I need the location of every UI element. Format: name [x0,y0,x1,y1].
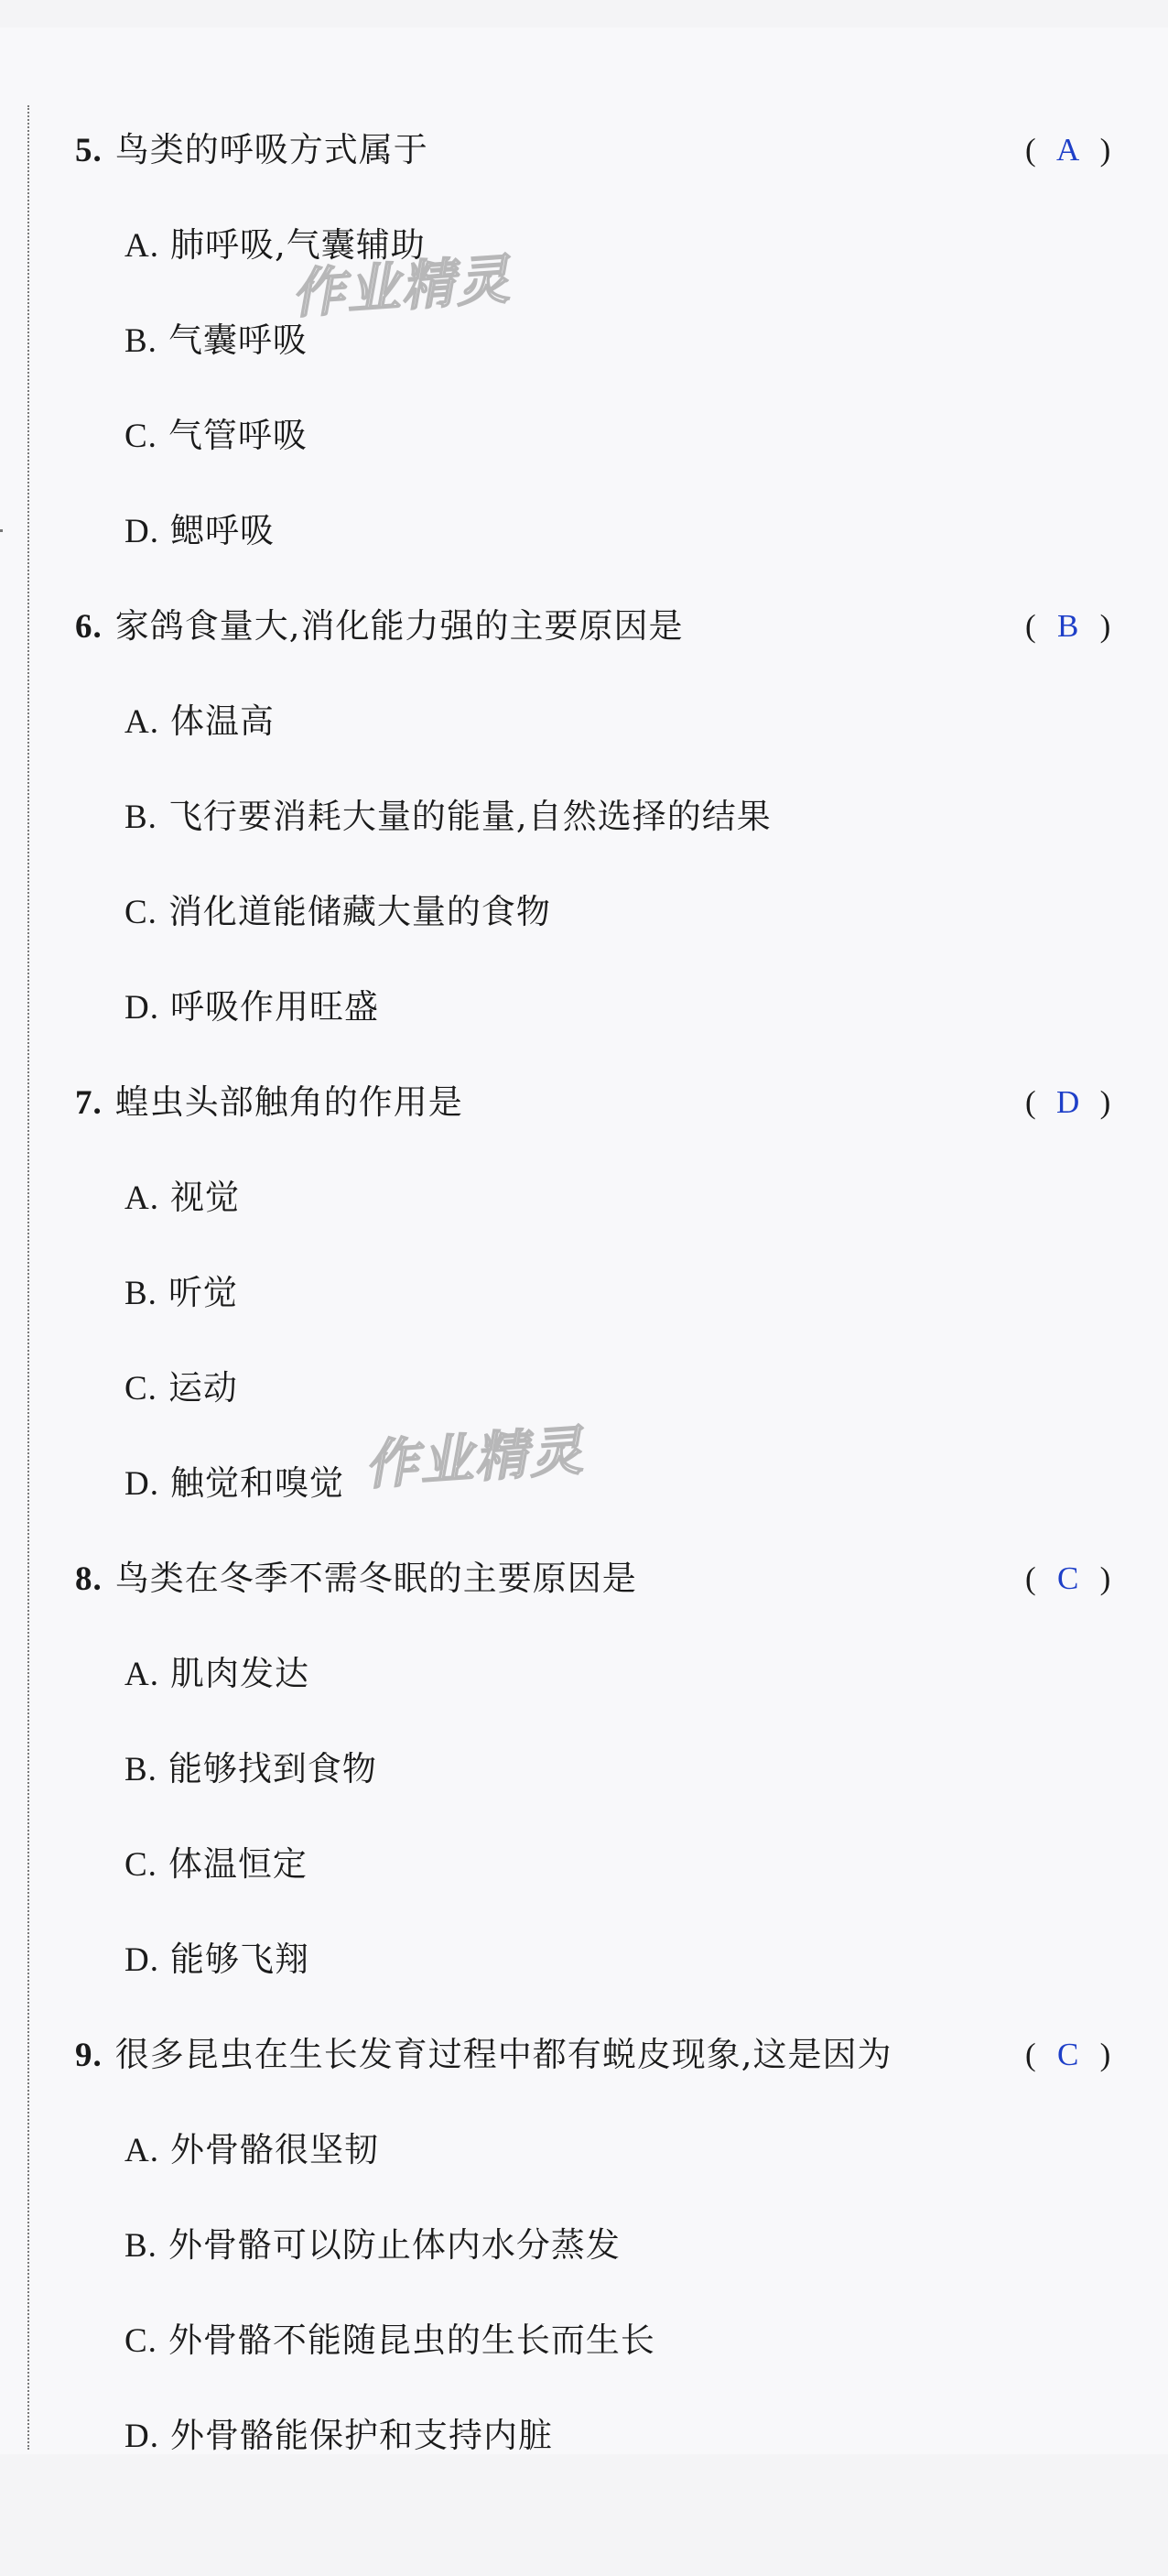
option-d [124,984,379,1031]
option-letter: A. [124,227,159,265]
option-text: 飞行要消耗大量的能量,自然选择的结果 [168,797,772,836]
bracket-close: ) [1099,608,1111,644]
answer-bracket [1025,1556,1110,1602]
option-text: 体温高 [169,701,275,741]
option-b [124,318,308,364]
option-letter: A. [124,1179,159,1217]
question-stem [75,603,684,650]
option-text: 消化道能储藏大量的食物 [168,892,551,931]
option-text: 触觉和嗅觉 [169,1463,344,1503]
question-number: 5. [75,132,103,169]
option-letter: B. [124,1275,157,1312]
option-d [124,2413,553,2460]
option-c [124,1365,238,1412]
question-number: 9. [75,2037,103,2074]
question-text: 鸟类的呼吸方式属于 [114,130,428,169]
question-stem [75,127,428,174]
option-a [124,2127,379,2174]
option-letter: D. [124,1465,159,1503]
option-text: 肌肉发达 [169,1654,309,1693]
option-letter: D. [124,989,159,1027]
option-letter: A. [124,1656,159,1693]
bracket-open: ( [1025,132,1036,168]
option-a [124,1175,240,1222]
answer-bracket [1025,2032,1110,2078]
option-b [124,1270,238,1317]
option-b [124,1746,377,1793]
option-text: 视觉 [169,1178,240,1217]
watermark-logo: 作业精灵 [362,1418,587,1497]
option-text: 气管呼吸 [168,416,308,455]
question-number: 7. [75,1084,103,1122]
bracket-close: ) [1099,2037,1111,2072]
question-stem [75,1556,637,1603]
option-letter: D. [124,1941,159,1979]
answer-bracket [1025,127,1110,173]
margin-tick [0,529,3,532]
option-text: 能够飞翔 [169,1940,309,1979]
option-letter: C. [124,1846,157,1884]
worksheet-page [0,27,1168,2454]
bracket-close: ) [1099,1084,1111,1120]
option-b [124,2223,621,2269]
question-stem [75,1080,463,1126]
option-letter: C. [124,418,157,455]
option-text: 能够找到食物 [168,1749,377,1788]
option-text: 外骨骼能保护和支持内脏 [169,2416,553,2455]
option-text: 体温恒定 [168,1844,308,1884]
question-stem [75,2032,892,2079]
bracket-open: ( [1025,608,1036,644]
option-text: 外骨骼可以防止体内水分蒸发 [168,2225,621,2265]
option-a [124,1651,309,1698]
option-letter: A. [124,2132,159,2169]
option-text: 鳃呼吸 [169,511,275,550]
question-text: 鸟类在冬季不需冬眠的主要原因是 [114,1559,637,1598]
option-text: 运动 [168,1368,238,1408]
watermark-logo: 作业精灵 [289,247,514,326]
answer-bracket [1025,603,1110,649]
question-number: 6. [75,608,103,646]
option-d [124,508,275,555]
option-b [124,794,772,841]
option-letter: C. [124,2322,157,2360]
option-text: 外骨骼不能随昆虫的生长而生长 [168,2321,655,2360]
question-text: 很多昆虫在生长发育过程中都有蜕皮现象,这是因为 [114,2035,892,2074]
option-letter: B. [124,2227,157,2265]
option-letter: C. [124,894,157,931]
option-text: 呼吸作用旺盛 [169,987,379,1027]
option-letter: C. [124,1370,157,1408]
option-letter: D. [124,2418,159,2455]
answer-letter: C [1056,1560,1079,1596]
bracket-close: ) [1099,1560,1111,1596]
option-a [124,699,275,745]
option-letter: D. [124,513,159,550]
option-letter: B. [124,799,157,836]
option-d [124,1937,309,1984]
option-letter: B. [124,1751,157,1788]
bracket-open: ( [1025,2037,1036,2072]
question-text: 家鸽食量大,消化能力强的主要原因是 [114,606,684,646]
answer-bracket [1025,1080,1110,1125]
bracket-open: ( [1025,1560,1036,1596]
option-c [124,1842,308,1888]
bracket-close: ) [1099,132,1111,168]
option-letter: A. [124,703,159,741]
answer-letter: B [1056,608,1079,644]
option-letter: B. [124,322,157,360]
option-text: 气囊呼吸 [168,321,308,360]
question-text: 蝗虫头部触角的作用是 [114,1082,463,1122]
option-c [124,2318,655,2364]
answer-letter: A [1056,132,1080,168]
question-number: 8. [75,1560,103,1598]
answer-letter: C [1056,2037,1079,2072]
option-c [124,889,551,936]
bracket-open: ( [1025,1084,1036,1120]
option-text: 听觉 [168,1273,238,1312]
option-d [124,1461,344,1507]
option-text: 外骨骼很坚韧 [169,2130,379,2169]
binding-margin-line [27,105,29,2450]
option-c [124,413,308,460]
option-text: 肺呼吸,气囊辅助 [169,225,426,265]
answer-letter: D [1056,1084,1080,1120]
